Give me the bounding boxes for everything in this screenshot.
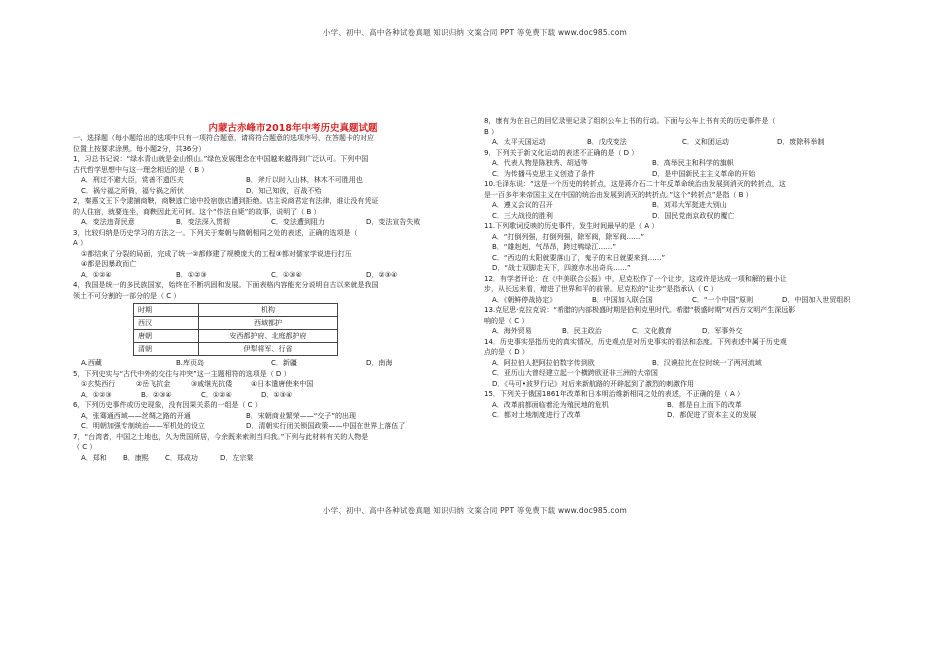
q1-option-c: C．祸兮福之所倚，福兮祸之所伏 <box>81 186 184 195</box>
q2-option-a: A．变法违背民意 <box>81 218 135 226</box>
q7-option-c: C．郑成功 <box>165 453 198 462</box>
q7-option-a: A．郑和 <box>81 453 107 462</box>
table-cell: 安西都护府、北庭都护府 <box>199 330 338 343</box>
q9-stem: 9．下列关于新文化运动的表述不正确的是（ D ） <box>484 148 639 157</box>
q2-option-c: C．变法遭到阻力 <box>271 218 325 226</box>
q12-option-b: B．中国加入联合国 <box>592 295 653 304</box>
q13-option-b: B．民主政治 <box>562 327 602 335</box>
q3-option-a: A．①②④ <box>81 270 112 279</box>
q9-option-c: C．为传播马克思主义创造了条件 <box>492 169 595 178</box>
q4-option-a: A.西藏 <box>81 359 102 367</box>
q5-option-a: A．①②③ <box>81 390 112 399</box>
q13-option-a: A．海外贸易 <box>492 327 532 335</box>
q4-option-b: B.库页岛 <box>176 359 205 367</box>
q4-stem-2: 领土不可分割的一部分的是（ C ） <box>73 291 181 300</box>
q6-option-d: D．清朝实行闭关锁国政策——中国在世界上落伍了 <box>246 422 406 430</box>
q10-option-d: D．国民党南京政权的覆亡 <box>652 211 735 220</box>
q10-option-c: C．三大战役的胜利 <box>492 211 553 220</box>
table-cell: 机构 <box>199 304 338 317</box>
table-row <box>134 330 338 343</box>
q4-stem-1: 4，我国是统一的多民族国家，始终在不断巩固和发展。下面表格内容能充分说明自古以来就是我国 <box>73 281 379 289</box>
q3-option-b: B．①②③ <box>176 270 207 279</box>
q4-option-c: C．新疆 <box>271 359 297 367</box>
q5-option-b: B．②③④ <box>141 390 172 399</box>
q6-option-c: C．明朝加强专制统治——军机处的设立 <box>81 422 205 430</box>
q2-stem-1: 2，秦惠文王下令逮捕商鞅，商鞅逃亡途中投宿旅店遭到拒绝。店主说商君定有法律，谁让没有凭证 <box>73 197 379 205</box>
q12-stem-2: 步，从长远来看，增进了世界和平的前景。尼克松的“让步”是指承认（ C ） <box>484 285 718 293</box>
table-cell: 清朝 <box>134 343 199 356</box>
q11-option-b: B．“雄赳赳，气昂昂，跨过鸭绿江……” <box>492 243 617 251</box>
q12-option-c: C．“一个中国”原则 <box>692 295 754 304</box>
page-footer: 小学、初中、高中各种试卷真题 知识归纳 文案合同 PPT 等免费下载 www.doc985.com <box>322 506 628 515</box>
q14-stem-2: 点的是（ D ） <box>484 348 529 356</box>
q2-option-b: B．变法深入贯彻 <box>176 218 230 226</box>
q10-option-b: B．刘邓大军挺进大别山 <box>652 201 727 209</box>
q10-stem-2: 是一百多年来帝国主义在中国的统治由发展到消灭的转折点。”这个“转折点”是指（ B ） <box>484 190 753 199</box>
q10-stem-1: 10.毛泽东说：“这是一个历史的转折点，这是蒋介石二十年反革命统治由发展到消灭的转折点，这 <box>484 180 786 188</box>
q9-option-a: A．代表人物是陈独秀、胡适等 <box>492 159 588 167</box>
q8-stem-2: B ） <box>484 127 499 136</box>
q13-stem-2: 响的是（ C ） <box>484 316 529 325</box>
q7-option-b: B．康熙 <box>123 453 149 462</box>
q13-option-c: C．文化教育 <box>632 327 672 335</box>
page-header: 小学、初中、高中各种试卷真题 知识归纳 文案合同 PPT 等免费下载 www.doc985.com <box>322 28 628 37</box>
q6-option-a: A，张骞通西域——丝绸之路的开通 <box>81 411 191 420</box>
q12-option-a: A．《朝鲜停战协定》 <box>492 295 557 304</box>
q3-statements: ①都结束了分裂的局面，完成了统一②都修建了规模庞大的工程③都对儒家学说进行打压 <box>81 249 352 258</box>
q13-stem-1: 13.克尼思·克拉克说：“希腊的内部极盛时期是伯利克里时代。希腊“极盛时期”对西方文明产生深远影 <box>484 306 796 314</box>
q4-table <box>133 303 338 356</box>
q6-option-b: B．宋朝商业繁荣——“交子”的出现 <box>246 411 357 420</box>
q4-option-d: D．南海 <box>366 359 393 367</box>
q1-stem-1: 1，习总书记说：“绿水青山就是金山银山。”绿色发展理念在中国越来越得到广泛认可。下列中国 <box>73 155 369 163</box>
q15-option-d: D．都促进了资本主义的发展 <box>667 411 757 419</box>
section-heading: 一、选择题（每小题给出的选项中只有一项符合题意，请将符合题意的选项序号，在答题卡的对应 <box>73 134 374 142</box>
q13-option-d: D．军事外交 <box>702 327 743 335</box>
table-cell: 伊犁将军、行省 <box>199 343 338 356</box>
q5-item-4: ④日本遣唐使来中国 <box>251 380 314 388</box>
q15-option-a: A．改革前都面临着沦为殖民地的危机 <box>492 400 609 409</box>
q14-option-d: D．《马可•波罗行记》对后来新航路的开辟起到了激烈的刺激作用 <box>492 379 695 388</box>
q15-stem: 15．下列关于俄国1861年改革和日本明治维新相同之处的表述，不正确的是（ A ） <box>484 390 744 398</box>
q11-option-a: A．“打倒列强，打倒列强，除军阀，除军阀……” <box>492 232 645 241</box>
q9-option-d: D．是中国新民主主义革命的开始 <box>652 169 756 178</box>
q8-option-c: C．义和团运动 <box>682 138 729 146</box>
q5-option-d: D．①③④ <box>261 390 293 399</box>
q2-option-d: D．变法宣告失败 <box>366 218 421 226</box>
q14-option-c: C．亚历山大曾经建立起一个横跨欧亚非三洲的大帝国 <box>492 369 658 377</box>
q8-option-b: B．戊戌变法 <box>587 138 627 146</box>
q5-stem: 5，下列史实与“古代中外的交往与冲突”这一主题相符的选项是（ D ） <box>73 369 291 378</box>
table-row <box>134 343 338 356</box>
q14-stem-1: 14．历史事实是指历史的真实情况，历史观点是对历史事实的看法和态度。下列表述中属于历史观 <box>484 337 787 346</box>
q1-option-d: D．知己知彼，百战不殆 <box>246 186 322 195</box>
q11-option-c: C．“西边的太阳就要落山了，鬼子的末日就要来到……” <box>492 253 666 262</box>
q14-option-a: A．阿拉伯人把阿拉伯数字传到欧 <box>492 358 595 367</box>
right-column <box>484 116 884 421</box>
q3-stem-1: 3，比较归纳是历史学习的方法之一。下列关于秦朝与隋朝相同之处的表述，正确的选项是（ <box>73 228 358 237</box>
page-title: 内蒙古赤峰市2018年中考历史真题试题 <box>208 123 378 134</box>
q8-option-a: A．太平天国运动 <box>492 138 546 146</box>
q2-stem-2: 的人住宿，就要连坐，商鞅因此无可何。这个“作法自毙”的故事，说明了（ B ） <box>73 207 321 216</box>
q6-stem: 6，下列历史事件或历史现象，没有因果关系的一组是（ C ） <box>73 401 262 409</box>
q11-option-d: D．“战士双脚走天下，四渡赤水出奇兵……” <box>492 264 631 272</box>
q8-option-d: D．废除科举制 <box>777 138 825 146</box>
section-instructions: 位置上按要求涂黑。每小题2分，共36分） <box>73 144 206 153</box>
q12-option-d: D．中国加入世贸组织 <box>782 295 851 304</box>
table-row <box>134 304 338 317</box>
q15-option-b: B．都是自上而下的改革 <box>667 400 742 409</box>
q10-option-a: A．遵义会议的召开 <box>492 201 553 209</box>
q9-option-b: B．高举民主和科学的旗帜 <box>652 159 734 167</box>
table-cell: 西域都护 <box>199 317 338 330</box>
q14-option-b: B．汉谟拉比在位时统一了两河流域 <box>652 358 762 367</box>
q1-stem-2: 古代哲学思想中与这一理念相近的是（ B ） <box>73 165 209 174</box>
q12-stem-1: 12．有学者评论：在《中美联合公报》中，尼克松作了一个让步，这或许是达成一项和解的最小让 <box>484 274 787 283</box>
q11-stem: 11.下列歌词反映的历史事件，发生时间最早的是（ A ） <box>484 222 659 230</box>
q3-option-c: C．①③④ <box>271 270 302 279</box>
table-cell: 西汉 <box>134 317 199 330</box>
q8-stem-1: 8，康有为在自己的回忆录里记录了组织公车上书的行动。下面与公车上书有关的历史事件是（ <box>484 117 776 125</box>
table-cell: 唐朝 <box>134 330 199 343</box>
q15-option-c: C．都对土地制度进行了改革 <box>492 411 581 419</box>
q5-item-2: ②岳飞抗金 <box>136 380 171 388</box>
q5-item-3: ③戚继光抗倭 <box>191 380 233 388</box>
q3-stem-2: A ） <box>73 239 88 247</box>
table-row <box>134 317 338 330</box>
q1-option-a: A．刑过不避大臣，赏善不遗匹夫 <box>81 176 184 184</box>
q1-option-b: B．斧斤以时入山林，林木不可胜用也 <box>246 176 363 184</box>
q3-option-d: D．②③④ <box>366 270 398 279</box>
q5-item-1: ①玄奘西行 <box>81 380 116 388</box>
table-cell: 时期 <box>134 304 199 317</box>
q3-statement-4: ④都是因暴政而亡 <box>81 260 137 268</box>
q7-option-d: D．左宗棠 <box>220 453 254 462</box>
q5-option-c: C．①②④ <box>201 390 232 399</box>
q7-stem-2: （ C ） <box>73 443 97 451</box>
q7-stem-1: 7，“台湾者，中国之土地也，久为贵国所居，今余既来索则当归我。”下列与此材料有关的人物是 <box>73 432 369 441</box>
left-column <box>73 133 473 463</box>
